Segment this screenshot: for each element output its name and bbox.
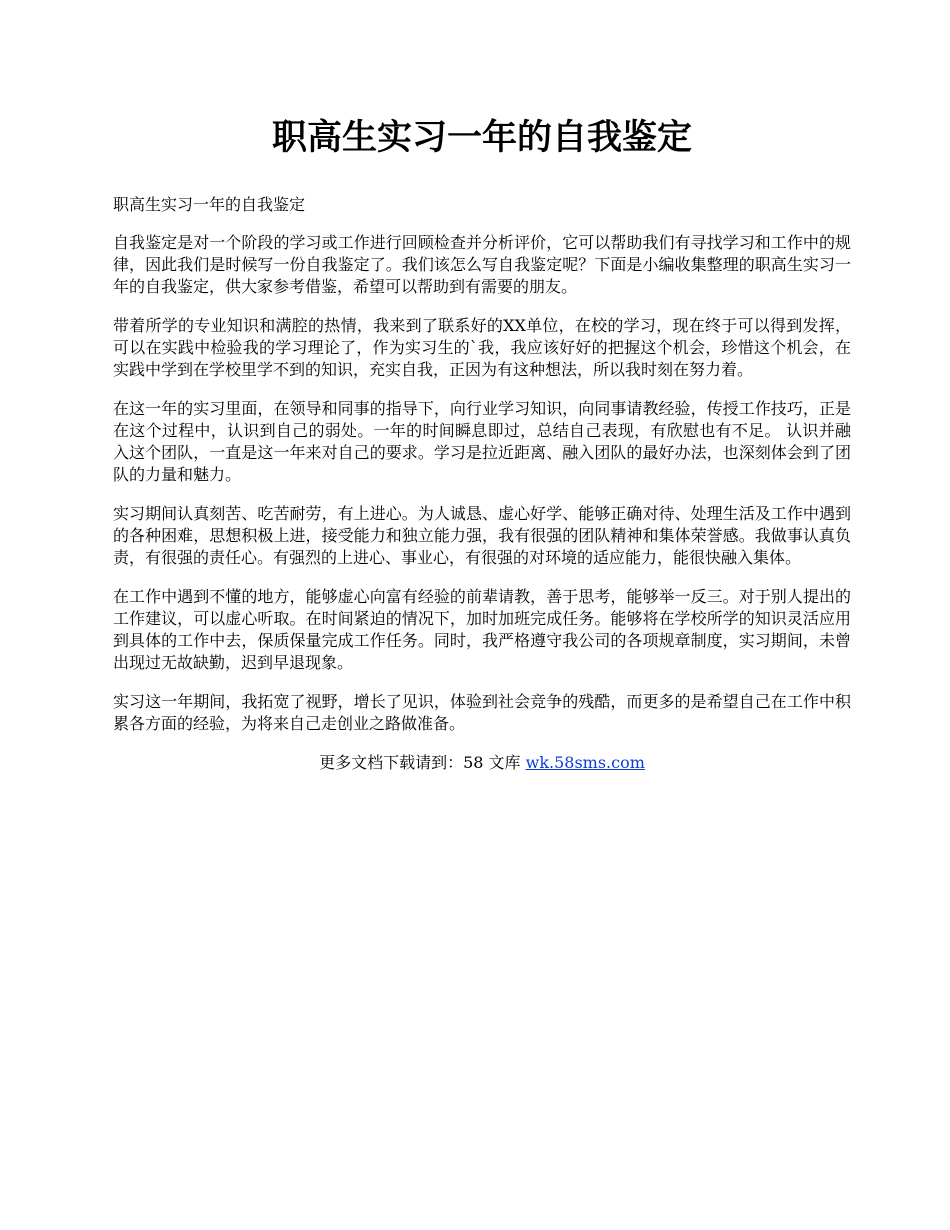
document-title: 职高生实习一年的自我鉴定 bbox=[271, 117, 692, 158]
footer-link[interactable]: wk.58sms.com bbox=[525, 753, 645, 772]
paragraph-intro: 自我鉴定是对一个阶段的学习或工作进行回顾检查并分析评价，它可以帮助我们有寻找学习和工作中的规律，因此我们是时候写一份自我鉴定了。我们该怎么写自我鉴定呢？下面是小编收集整理的职高生实习一年的自我鉴定，供大家参考借鉴，希望可以帮助到有需要的朋友。 bbox=[113, 233, 851, 296]
paragraph-attitude: 实习期间认真刻苦、吃苦耐劳，有上进心。为人诚恳、虚心好学、能够正确对待、处理生活及工作中遇到的各种困难，思想积极上进，接受能力和独立能力强，我有很强的团队精神和集体荣誉感。我做事认真负责，有很强的责任心。有强烈的上进心、事业心，有很强的对环境的适应能力，能很快融入集体。 bbox=[113, 504, 851, 567]
paragraph-conclusion: 实习这一年期间，我拓宽了视野，增长了见识，体验到社会竞争的残酷，而更多的是希望自己在工作中积累各方面的经验，为将来自己走创业之路做准备。 bbox=[113, 692, 851, 733]
document-page bbox=[113, 110, 851, 774]
paragraph-arrival: 带着所学的专业知识和满腔的热情，我来到了联系好的XX单位，在校的学习，现在终于可以得到发挥，可以在实践中检验我的学习理论了，作为实习生的`我，我应该好好的把握这个机会，珍惜这个机会，在实践中学到在学校里学不到的知识，充实自我，正因为有这种想法，所以我时刻在努力着。 bbox=[113, 316, 851, 379]
paragraph-work: 在工作中遇到不懂的地方，能够虚心向富有经验的前辈请教，善于思考，能够举一反三。对于别人提出的工作建议，可以虚心听取。在时间紧迫的情况下，加时加班完成任务。能够将在学校所学的知识灵活应用到具体的工作中去，保质保量完成工作任务。同时，我严格遵守我公司的各项规章制度，实习期间，未曾出现过无故缺勤，迟到早退现象。 bbox=[113, 587, 851, 672]
document-subtitle: 职高生实习一年的自我鉴定 bbox=[113, 195, 306, 214]
footer-text: 更多文档下载请到：58 文库 bbox=[319, 753, 526, 772]
download-footer bbox=[113, 752, 851, 774]
paragraph-team: 在这一年的实习里面，在领导和同事的指导下，向行业学习知识，向同事请教经验，传授工作技巧，正是在这个过程中，认识到自己的弱处。一年的时间瞬息即过，总结自己表现，有欣慰也有不足。 认识并融入这个团队，一直是这一年来对自己的要求。学习是拉近距离、融入团队的最好办法，也深刻体会到了团队的力量和魅力。 bbox=[113, 399, 851, 484]
